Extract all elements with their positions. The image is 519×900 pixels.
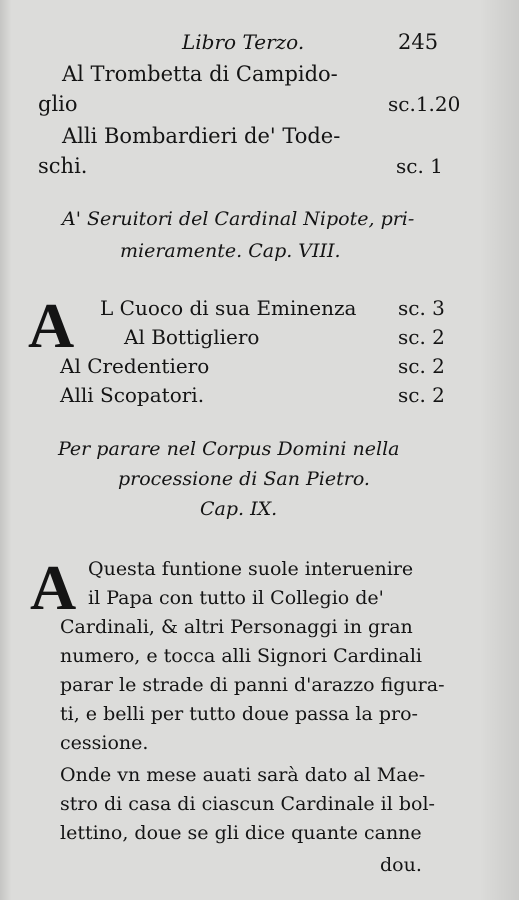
entry-amount: sc. 2 bbox=[398, 325, 445, 349]
text-line: ti, e belli per tutto doue passa la pro- bbox=[60, 703, 418, 725]
text-line: numero, e tocca alli Signori Cardinali bbox=[60, 645, 422, 667]
entry-line: Alli Bombardieri de' Tode- bbox=[62, 124, 341, 148]
entry-line: Al Trombetta di Campido- bbox=[62, 62, 338, 86]
entry-label: Alli Scopatori. bbox=[60, 383, 205, 407]
chapter-heading: processione di San Pietro. bbox=[118, 468, 370, 490]
text-line: stro di casa di ciascun Cardinale il bol- bbox=[60, 793, 435, 815]
catchword: dou. bbox=[380, 854, 422, 876]
entry-label: Al Bottigliero bbox=[124, 325, 260, 349]
entry-amount: sc. 2 bbox=[398, 354, 445, 378]
chapter-heading: mieramente. Cap. VIII. bbox=[120, 240, 341, 262]
text-line: il Papa con tutto il Collegio de' bbox=[88, 587, 384, 609]
bleed-through-text bbox=[449, 20, 519, 720]
text-line: lettino, doue se gli dice quante canne bbox=[60, 822, 422, 844]
chapter-heading: A' Seruitori del Cardinal Nipote, pri- bbox=[62, 208, 415, 230]
text-line: Questa funtione suole interuenire bbox=[88, 558, 414, 580]
text-line: parar le strade di panni d'arazzo figura- bbox=[60, 674, 445, 696]
entry-line: schi. bbox=[38, 154, 88, 178]
drop-cap: A bbox=[28, 290, 75, 361]
page-number: 245 bbox=[398, 30, 439, 54]
entry-line: glio bbox=[38, 92, 78, 116]
entry-amount: sc.1.20 bbox=[388, 92, 461, 116]
chapter-heading: Cap. IX. bbox=[200, 498, 278, 520]
entry-amount: sc. 1 bbox=[396, 154, 443, 178]
entry-label: L Cuoco di sua Eminenza bbox=[100, 296, 357, 320]
chapter-heading: Per parare nel Corpus Domini nella bbox=[58, 438, 400, 460]
entry-amount: sc. 2 bbox=[398, 383, 445, 407]
text-line: Onde vn mese auati sarà dato al Mae- bbox=[60, 764, 426, 786]
entry-amount: sc. 3 bbox=[398, 296, 445, 320]
text-line: cessione. bbox=[60, 732, 149, 754]
running-title: Libro Terzo. bbox=[182, 30, 305, 54]
entry-label: Al Credentiero bbox=[60, 354, 210, 378]
text-line: Cardinali, & altri Personaggi in gran bbox=[60, 616, 413, 638]
drop-cap: A bbox=[30, 552, 77, 623]
